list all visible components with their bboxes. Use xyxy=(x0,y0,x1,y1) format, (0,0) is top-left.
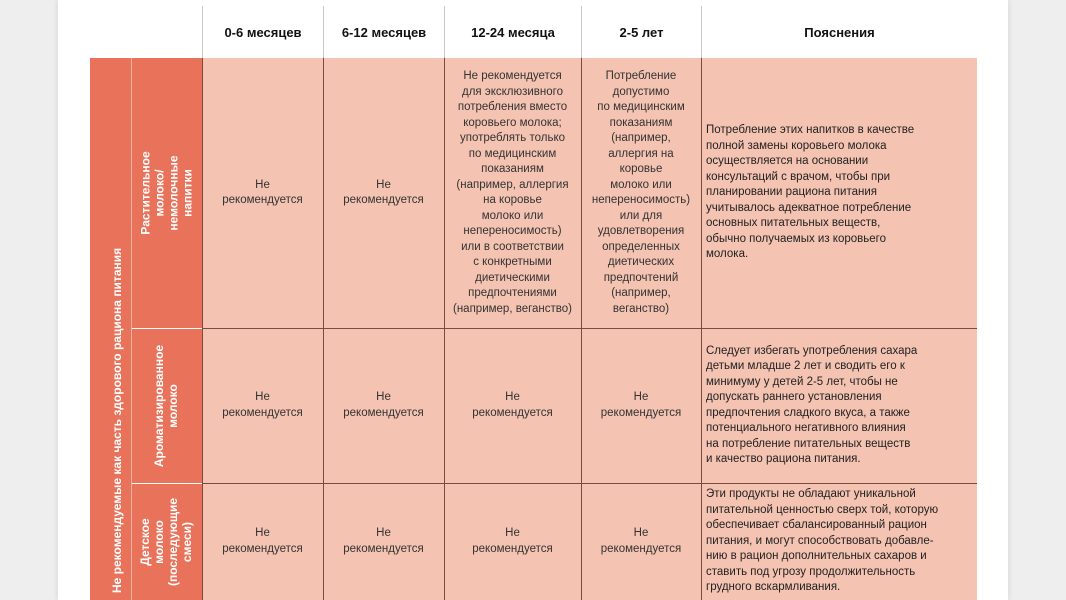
grid-line xyxy=(202,328,977,329)
row-label-plant-milk xyxy=(131,58,202,328)
cell-flavored-milk-6-12: Не рекомендуется xyxy=(323,328,444,483)
outer-category-label: Не рекомендуемые как часть здорового рациона питания xyxy=(110,247,124,593)
header-col-2-5-years: 2-5 лет xyxy=(581,6,701,59)
cell-flavored-milk-2-5: Не рекомендуется xyxy=(581,328,701,483)
grid-line xyxy=(444,58,445,600)
cell-plant-milk-note: Потребление этих напитков в качестве полной замены коровьего молока осуществляется на основании консультаций с врачом, чтобы при планировании рациона питания учитывалось адекватное потребление основных питательных веществ, обычно получаемых из коровьего молока. xyxy=(701,58,977,328)
cell-toddler-milk-12-24: Не рекомендуется xyxy=(444,483,581,600)
document-page xyxy=(58,0,1008,600)
grid-line xyxy=(701,58,702,600)
cell-flavored-milk-note: Следует избегать употребления сахара детьми младше 2 лет и сводить его к минимуму у детей 2-5 лет, чтобы не допускать раннего установления предпочтения сладкого вкуса, а также потенциального негативного влияния на потребление питательных веществ и качество рациона питания. xyxy=(701,328,977,483)
row-label-flavored-milk xyxy=(131,328,202,483)
cell-toddler-milk-0-6: Не рекомендуется xyxy=(202,483,323,600)
cell-plant-milk-12-24: Не рекомендуется для эксклюзивного потребления вместо коровьего молока; употреблять только по медицинским показаниям (например, аллергия на коровье молоко или непереносимость) или в соответствии с конкретными диетическими предпочтениями (например, веганство) xyxy=(444,58,581,328)
cell-flavored-milk-0-6: Не рекомендуется xyxy=(202,328,323,483)
cell-plant-milk-6-12: Не рекомендуется xyxy=(323,58,444,328)
row-label-flavored-milk-text: Ароматизированное молоко xyxy=(152,344,181,467)
grid-line xyxy=(131,483,202,484)
header-col-notes: Пояснения xyxy=(701,6,977,59)
grid-line xyxy=(202,58,203,600)
grid-line xyxy=(323,58,324,600)
header-col-12-24-months: 12-24 месяца xyxy=(444,6,581,59)
row-label-plant-milk-text: Растительное молоко/немолочные напитки xyxy=(138,151,195,235)
header-col-6-12-months: 6-12 месяцев xyxy=(323,6,444,59)
cell-flavored-milk-12-24: Не рекомендуется xyxy=(444,328,581,483)
cell-toddler-milk-6-12: Не рекомендуется xyxy=(323,483,444,600)
grid-line xyxy=(581,58,582,600)
row-label-toddler-milk-text: Детское молоко (последующие смеси) xyxy=(138,497,195,586)
cell-plant-milk-2-5: Потребление допустимо по медицинским показаниям (например, аллергия на коровье молоко или непереносимость) или для удовлетворения определенных диетических предпочтений (например, веганство) xyxy=(581,58,701,328)
grid-line xyxy=(131,328,202,329)
cell-plant-milk-0-6: Не рекомендуется xyxy=(202,58,323,328)
cell-toddler-milk-2-5: Не рекомендуется xyxy=(581,483,701,600)
header-col-0-6-months: 0-6 месяцев xyxy=(202,6,323,59)
grid-line xyxy=(202,483,977,484)
grid-line xyxy=(131,58,132,600)
cell-toddler-milk-note: Эти продукты не обладают уникальной питательной ценностью сверх той, которую обеспечивает сбалансированный рацион питания, и могут способствовать добавле- нию в рацион дополнительных сахаров и ставить под угрозу продолжительность грудного вскармливания. xyxy=(701,483,977,600)
row-label-toddler-milk xyxy=(131,483,202,600)
